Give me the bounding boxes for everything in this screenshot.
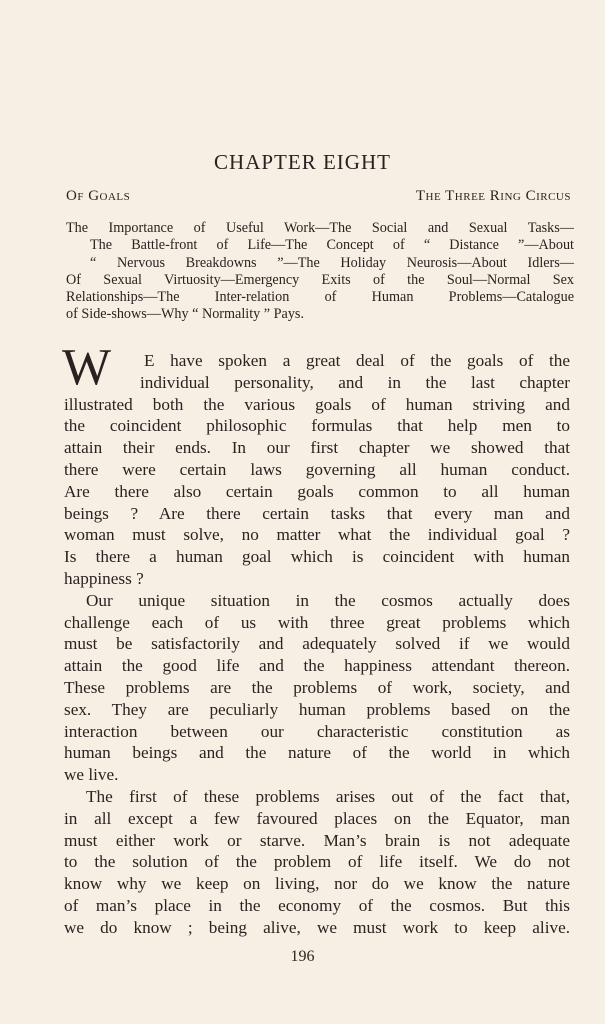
page-number: 196	[290, 948, 315, 965]
body-line: human beings and the nature of the world in which	[64, 743, 570, 763]
body-line: Is there a human goal which is coincident with human	[64, 547, 570, 567]
body-line: sex. They are peculiarly human problems based on the	[64, 699, 570, 719]
body-line: E have spoken a great deal of the goals of the	[144, 351, 570, 370]
body-line: to the solution of the problem of life itself. We do not	[64, 852, 570, 872]
left-subhead: Of Goals	[66, 188, 131, 204]
body-text	[64, 350, 570, 939]
body-line: attain their ends. In our first chapter we showed that	[64, 438, 570, 458]
body-line: Our unique situation in the cosmos actually does	[86, 590, 570, 610]
synopsis-line: of Side-shows—Why “ Normality ” Pays.	[66, 306, 305, 323]
body-line: must either work or starve. Man’s brain is not adequate	[64, 830, 570, 850]
body-line: challenge each of us with three great problems which	[64, 612, 570, 632]
body-line: the coincident philosophic formulas that help men to	[64, 416, 570, 436]
body-line: Are there also certain goals common to all human	[64, 481, 570, 501]
body-line: we live.	[64, 765, 119, 785]
right-subhead: The Three Ring Circus	[415, 188, 571, 204]
synopsis-line: Of Sexual Virtuosity—Emergency Exits of the Soul—Normal Sex	[66, 271, 574, 288]
body-line: woman must solve, no matter what the individual goal ?	[64, 525, 570, 545]
body-line: in all except a few favoured places on the Equator, man	[64, 808, 570, 828]
body-line: happiness ?	[64, 568, 144, 588]
body-line: individual personality, and in the last chapter	[140, 372, 570, 392]
body-line: The first of these problems arises out of the fact that,	[86, 786, 570, 806]
body-line: know why we keep on living, nor do we know the nature	[64, 874, 570, 894]
chapter-title: CHAPTER EIGHT	[214, 150, 391, 174]
body-line: beings ? Are there certain tasks that every man and	[64, 503, 570, 523]
synopsis-line: The Battle-front of Life—The Concept of “ Distance ”—About	[90, 237, 574, 254]
drop-cap: W	[62, 339, 112, 396]
body-line: of man’s place in the economy of the cosmos. But this	[64, 895, 570, 915]
synopsis-line: The Importance of Useful Work—The Social and Sexual Tasks—	[66, 220, 574, 236]
body-line: These problems are the problems of work, society, and	[64, 677, 570, 697]
body-line: there were certain laws governing all human conduct.	[64, 459, 570, 479]
body-line: interaction between our characteristic constitution as	[64, 721, 570, 741]
synopsis-line: “ Nervous Breakdowns ”—The Holiday Neurosis—About Idlers—	[90, 254, 574, 271]
body-line: attain the good life and the happiness attendant thereon.	[64, 656, 570, 676]
synopsis-line: Relationships—The Inter-relation of Human Problems—Catalogue	[66, 289, 574, 306]
body-line: we do know ; being alive, we must work to keep alive.	[64, 917, 570, 937]
chapter-synopsis	[66, 220, 574, 324]
body-line: illustrated both the various goals of human striving and	[64, 394, 570, 414]
body-line: must be satisfactorily and adequately solved if we would	[64, 634, 570, 654]
